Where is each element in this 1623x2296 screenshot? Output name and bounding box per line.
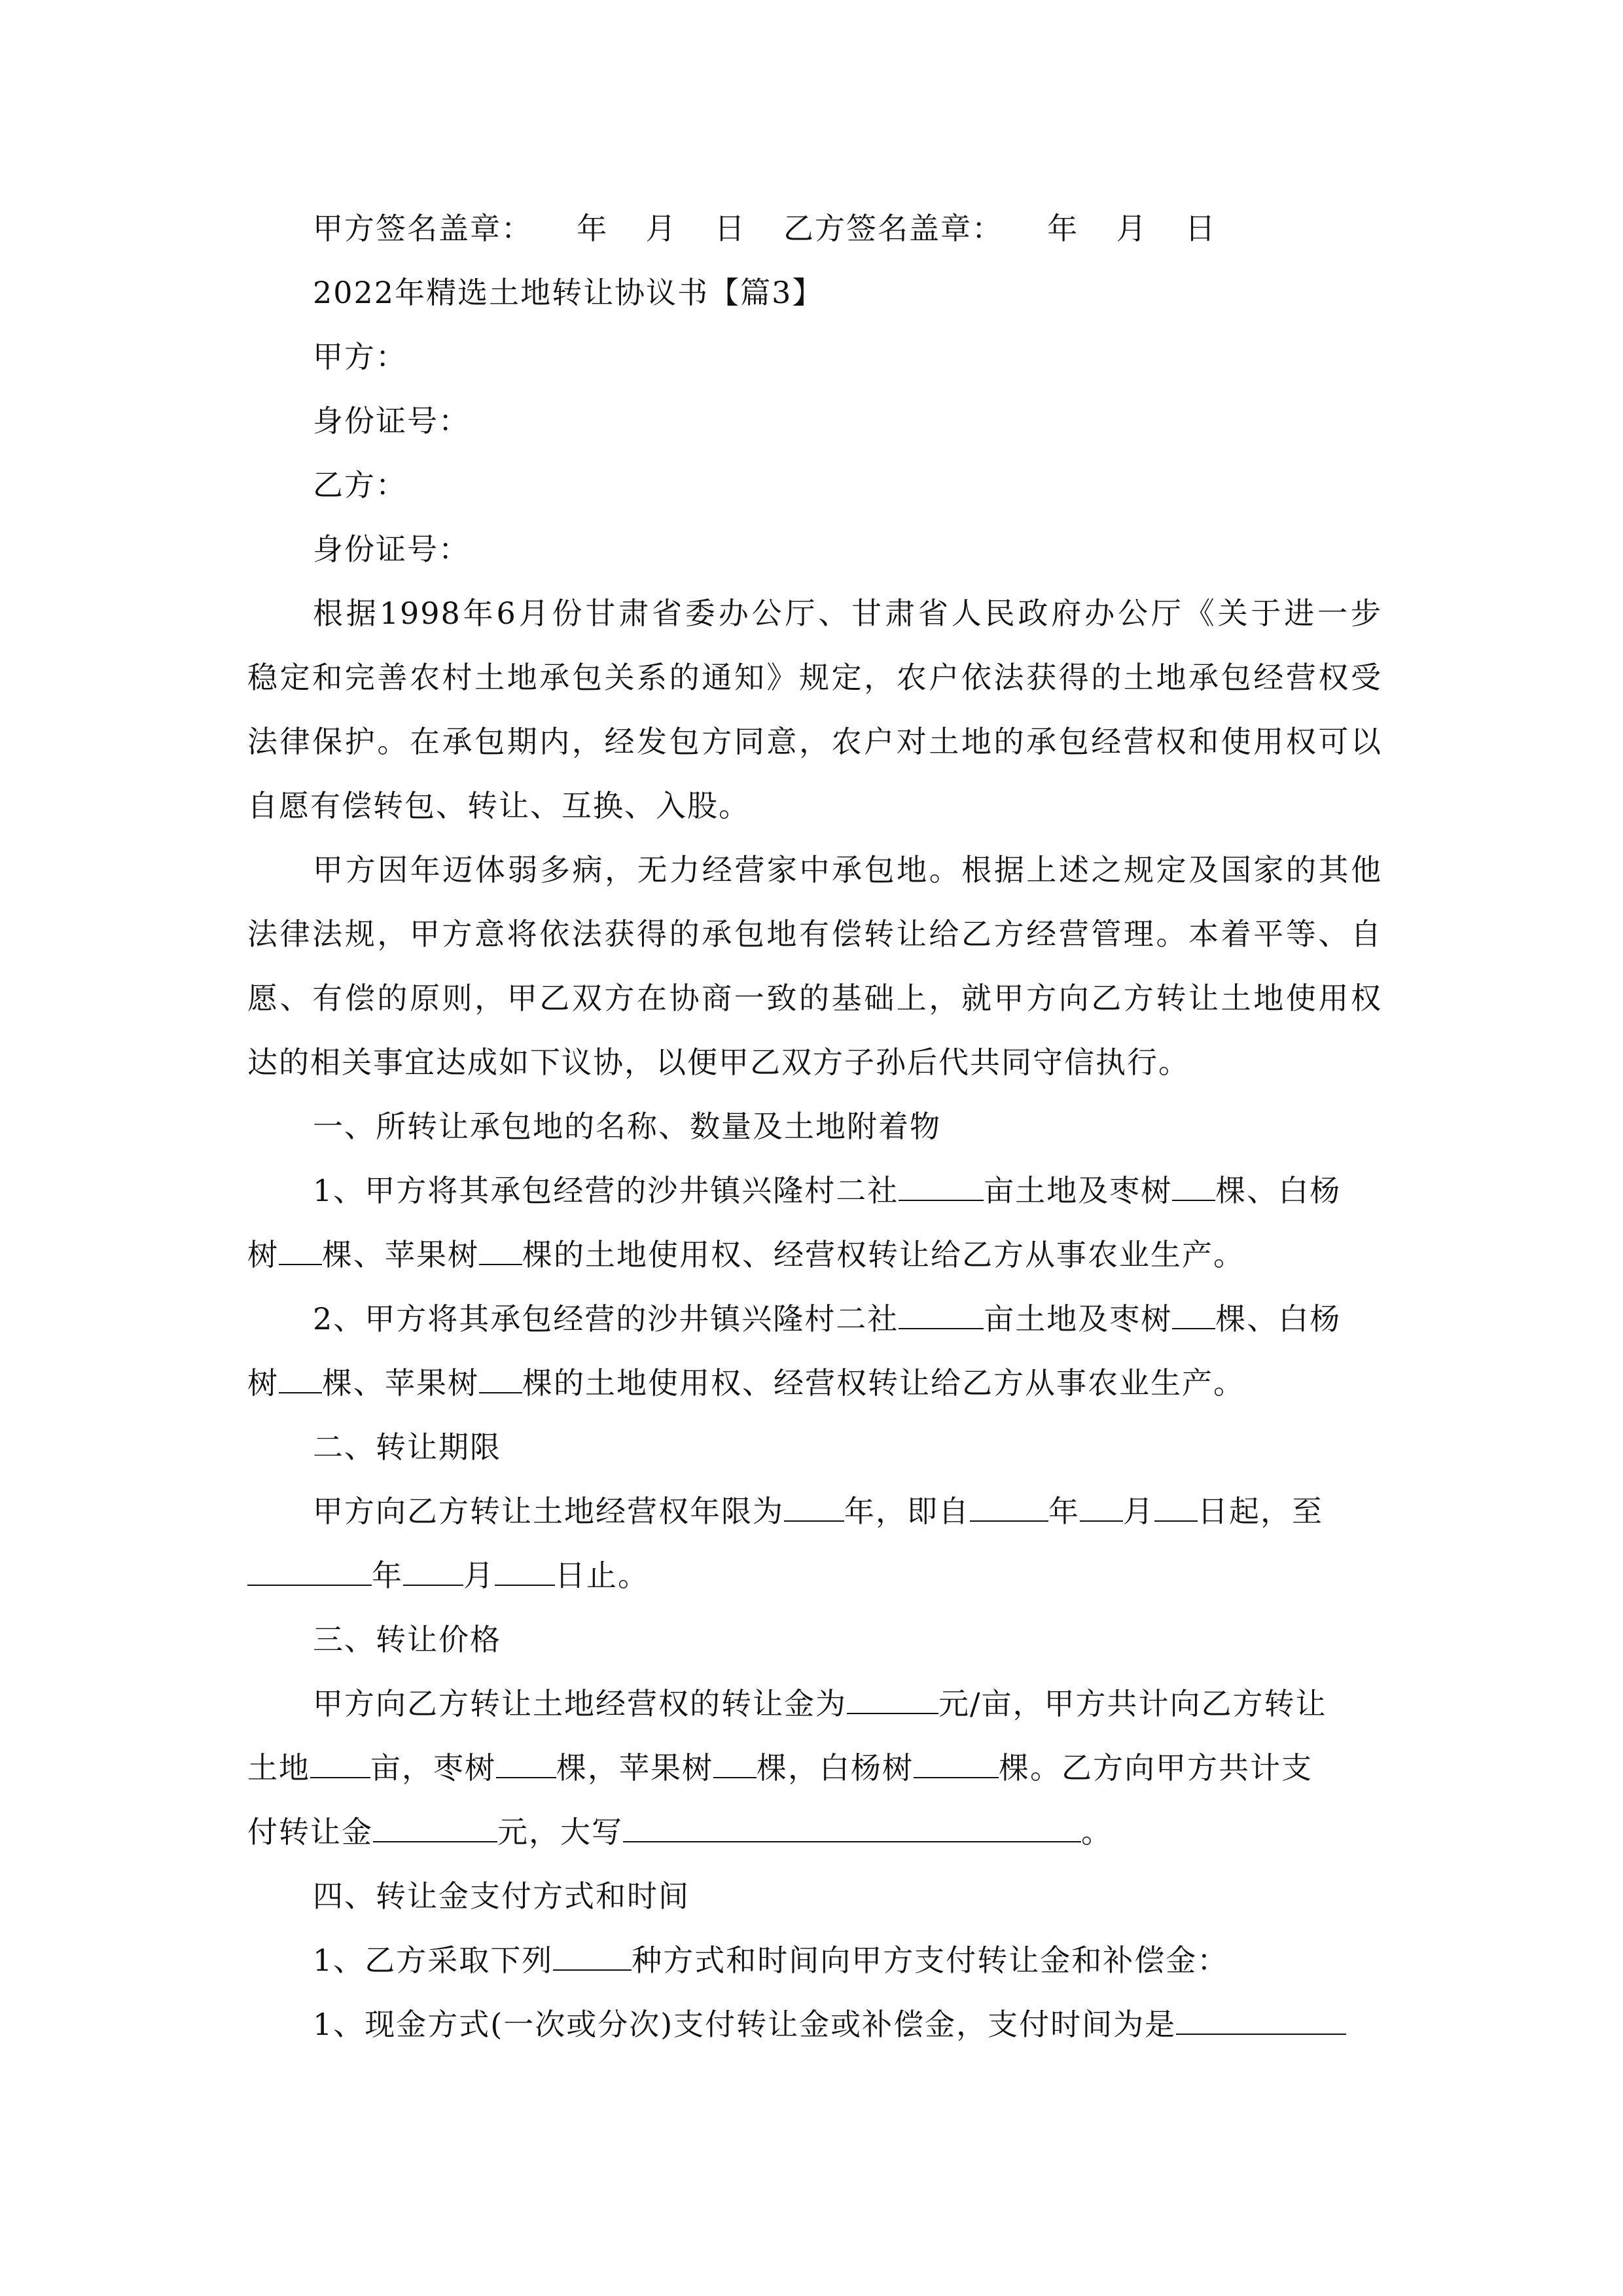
intro-p2-line: 愿、有偿的原则，甲乙双方在协商一致的基础上，就甲方向乙方转让土地使用权 [247,980,1382,1016]
document-title: 2022年精选土地转让协议书【篇3】 [313,275,824,310]
party-a-label: 甲方： [313,339,407,374]
section2-heading: 二、转让期限 [313,1429,501,1465]
signature-line [247,196,1382,260]
blank-field [373,1815,497,1842]
sig-a-day: 日 [714,211,746,246]
blank-field [623,1815,1081,1842]
blank-field [403,1558,463,1586]
section4-heading: 四、转让金支付方式和时间 [313,1878,690,1914]
section4-line1: 1、乙方采取下列 种方式和时间向甲方支付转让金和补偿金： [313,1943,1229,1978]
blank-field [899,1302,984,1329]
intro-p2-line: 甲方因年迈体弱多病，无力经营家中承包地。根据上述之规定及国家的其他 [313,852,1382,888]
blank-field [553,1943,632,1971]
section4-line2: 1、现金方式(一次或分次)支付转让金或补偿金，支付时间为是 [247,1992,1382,2056]
blank-field [1172,1302,1215,1329]
blank-field [310,1751,370,1778]
section2-line1: 甲方向乙方转让土地经营权年限为 年，即自 年 月 日起，至 [313,1494,1323,1529]
blank-field [1080,1494,1123,1522]
sig-a-month: 月 [645,211,677,246]
section1-heading: 一、所转让承包地的名称、数量及土地附着物 [313,1109,941,1144]
blank-field [847,1687,938,1714]
intro-p2-line: 法律法规，甲方意将依法获得的承包地有偿转让给乙方经营管理。本着平等、自 [247,916,1382,952]
blank-field [479,1366,522,1393]
section3-line2: 土地 亩，枣树 棵，苹果树 棵，白杨树 棵。乙方向甲方共计支 [247,1750,1313,1785]
blank-field [1172,1174,1215,1201]
sig-b-year: 年 [1047,211,1079,246]
blank-field [970,1494,1048,1522]
sig-b-month: 月 [1116,211,1148,246]
sig-a-year: 年 [577,211,609,246]
party-b-signature-label: 乙方签名盖章： [783,211,1003,246]
blank-field [279,1238,322,1265]
blank-field [713,1751,757,1778]
section1-item2-line1: 2、甲方将其承包经营的沙井镇兴隆村二社 亩土地及枣树 棵、白杨 [313,1301,1342,1336]
section3-line3: 付转让金 元，大写 。 [247,1814,1113,1850]
sig-b-day: 日 [1185,211,1217,246]
section3-heading: 三、转让价格 [313,1622,501,1657]
blank-field [1154,1494,1198,1522]
intro-p1-line: 稳定和完善农村土地承包关系的通知》规定，农户依法获得的土地承包经营权受 [247,660,1382,695]
intro-p1-line: 自愿有偿转包、转让、互换、入股。 [247,788,750,823]
section2-line2: 年 月 日止。 [247,1543,1382,1607]
section1-item2-line2: 树 棵、苹果树 棵的土地使用权、经营权转让给乙方从事农业生产。 [247,1365,1245,1401]
party-a-id-label: 身份证号： [313,403,470,439]
blank-field [1176,2007,1346,2035]
blank-field [495,1558,555,1586]
party-a-signature-label: 甲方签名盖章： [313,211,533,246]
blank-field [479,1238,522,1265]
intro-p1-line: 法律保护。在承包期内，经发包方同意，农户对土地的承包经营权和使用权可以 [247,724,1382,759]
blank-field [279,1366,322,1393]
blank-field [899,1174,984,1201]
section1-item1-line2: 树 棵、苹果树 棵的土地使用权、经营权转让给乙方从事农业生产。 [247,1237,1245,1272]
section3-line1: 甲方向乙方转让土地经营权的转让金为 元/亩，甲方共计向乙方转让 [313,1686,1327,1721]
document-page [247,196,1382,2056]
section1-item1-line1: 1、甲方将其承包经营的沙井镇兴隆村二社 亩土地及枣树 棵、白杨 [313,1173,1342,1208]
intro-p2-line: 达的相关事宜达成如下议协，以便甲乙双方子孙后代共同守信执行。 [247,1045,1190,1080]
blank-field [247,1558,372,1586]
party-b-label: 乙方： [313,467,407,503]
intro-p1-line: 根据1998年6月份甘肃省委办公厅、甘肃省人民政府办公厅《关于进一步 [313,596,1382,631]
party-b-id-label: 身份证号： [313,531,470,567]
blank-field [914,1751,999,1778]
blank-field [496,1751,556,1778]
blank-field [784,1494,844,1522]
